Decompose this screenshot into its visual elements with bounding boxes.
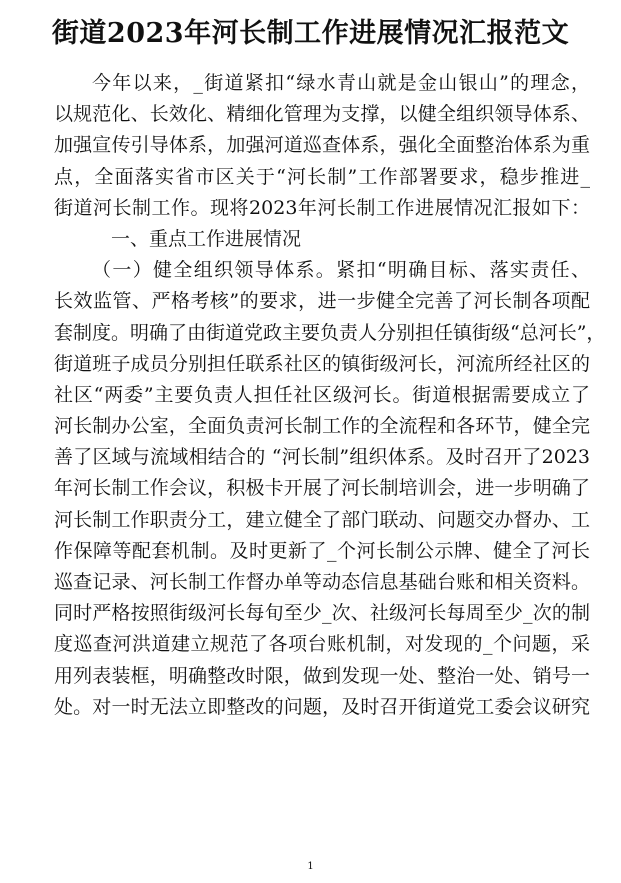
section-heading: 一、重点工作进展情况 — [111, 227, 302, 250]
paragraph-line: 河长制工作职责分工，建立健全了部门联动、问题交办督办、工 — [54, 508, 590, 531]
page-number: 1 — [307, 861, 314, 872]
paragraph-line: 街道河长制工作。现将2023年河长制工作进展情况汇报如下： — [54, 196, 590, 219]
paragraph-line: 善了区域与流域相结合的 “河长制”组织体系。及时召开了2023 — [54, 446, 590, 469]
paragraph-line: 河长制办公室，全面负责河长制工作的全流程和各环节，健全完 — [54, 415, 590, 438]
paragraph-line: 街道班子成员分别担任联系社区的镇街级河长，河流所经社区的 — [54, 352, 590, 375]
document-body — [54, 68, 606, 723]
paragraph-line: 套制度。明确了由街道党政主要负责人分别担任镇街级“总河长”， — [54, 321, 606, 344]
paragraph-line: 点，全面落实省市区关于“河长制”工作部署要求，稳步推进_ — [54, 165, 590, 188]
paragraph-line: 长效监管、严格考核”的要求，进一步健全完善了河长制各项配 — [54, 290, 590, 313]
paragraph-line: （一）健全组织领导体系。紧扣“明确目标、落实责任、 — [92, 259, 590, 282]
paragraph-line: 用列表装框，明确整改时限，做到发现一处、整治一处、销号一 — [54, 664, 590, 687]
paragraph-line: 以规范化、长效化、精细化管理为支撑，以健全组织领导体系、 — [54, 103, 590, 126]
paragraph-line: 度巡查河洪道建立规范了各项台账机制，对发现的_个问题，采 — [54, 633, 590, 656]
paragraph-line: 加强宣传引导体系，加强河道巡查体系，强化全面整治体系为重 — [54, 134, 590, 157]
paragraph-line: 今年以来，_街道紧扣“绿水青山就是金山银山”的理念， — [92, 72, 590, 94]
paragraph-line: 年河长制工作会议，积极卡开展了河长制培训会，进一步明确了 — [54, 477, 590, 500]
paragraph-line: 处。对一时无法立即整改的问题，及时召开街道党工委会议研究 — [54, 695, 590, 718]
document-title: 街道2023年河长制工作进展情况汇报范文 — [51, 18, 570, 49]
paragraph-line: 作保障等配套机制。及时更新了_个河长制公示牌、健全了河长 — [54, 539, 590, 562]
paragraph-line: 同时严格按照街级河长每旬至少_次、社级河长每周至少_次的制 — [54, 602, 590, 625]
paragraph-line: 社区“两委”主要负责人担任社区级河长。街道根据需要成立了 — [54, 383, 590, 406]
paragraph-line: 巡查记录、河长制工作督办单等动态信息基础台账和相关资料。 — [54, 571, 590, 593]
